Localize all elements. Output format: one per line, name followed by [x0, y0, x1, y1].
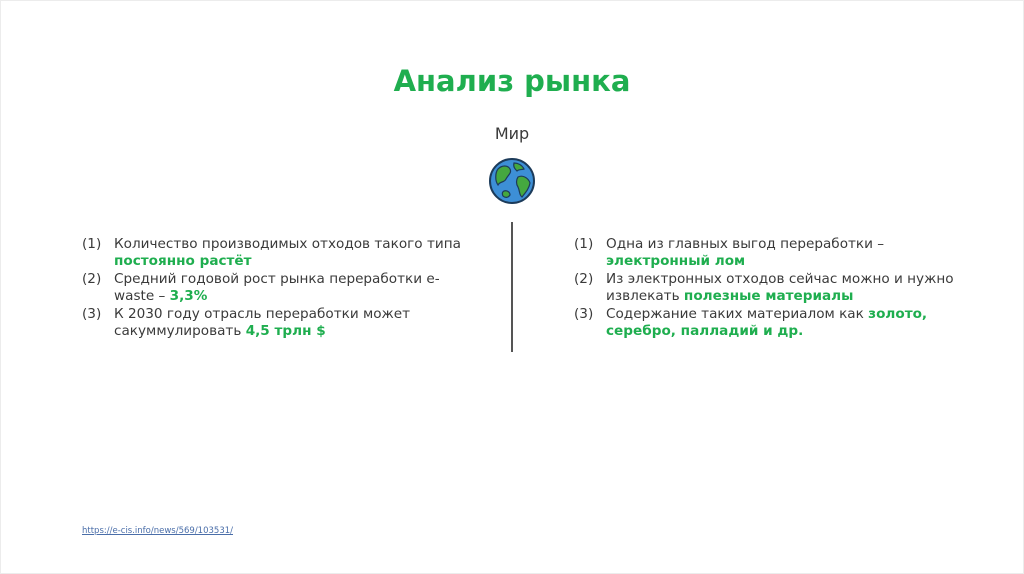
item-number: (3): [574, 305, 594, 322]
item-text: Одна из главных выгод переработки –: [606, 236, 885, 252]
list-item: [574, 236, 954, 271]
globe-icon: [488, 157, 536, 205]
item-highlight: 4,5 трлн $: [245, 323, 326, 340]
world-facts-list: [82, 236, 462, 340]
slide-title: Анализ рынка: [393, 64, 631, 98]
source-link[interactable]: https://e-cis.info/news/569/103531/: [82, 526, 233, 536]
column-divider: [511, 222, 513, 352]
list-item: [574, 271, 954, 306]
item-highlight: 3,3%: [169, 288, 208, 305]
item-number: (3): [82, 305, 102, 322]
item-highlight: постоянно растёт: [114, 253, 252, 270]
item-number: (1): [82, 236, 102, 252]
item-text: Из электронных отходов сейчас можно и нужно извлекать: [606, 270, 954, 305]
item-number: (2): [82, 270, 102, 287]
item-text: К 2030 году отрасль переработки может сакуммулировать: [114, 305, 411, 340]
list-item: [82, 236, 462, 271]
item-text: Средний годовой рост рынка переработки e-waste –: [114, 270, 440, 305]
item-highlight: электронный лом: [606, 253, 746, 270]
recycling-benefits-list: [574, 236, 954, 340]
list-item: [574, 306, 954, 341]
item-number: (1): [574, 236, 594, 252]
item-number: (2): [574, 270, 594, 287]
item-highlight: золото, серебро, палладий и др.: [606, 305, 928, 340]
list-item: [82, 271, 462, 306]
section-subtitle: Мир: [494, 124, 530, 143]
list-item: [82, 306, 462, 341]
item-text: Количество производимых отходов такого типа: [114, 236, 461, 252]
item-text: Содержание таких материалом как: [606, 305, 869, 322]
item-highlight: полезные материалы: [683, 288, 854, 305]
